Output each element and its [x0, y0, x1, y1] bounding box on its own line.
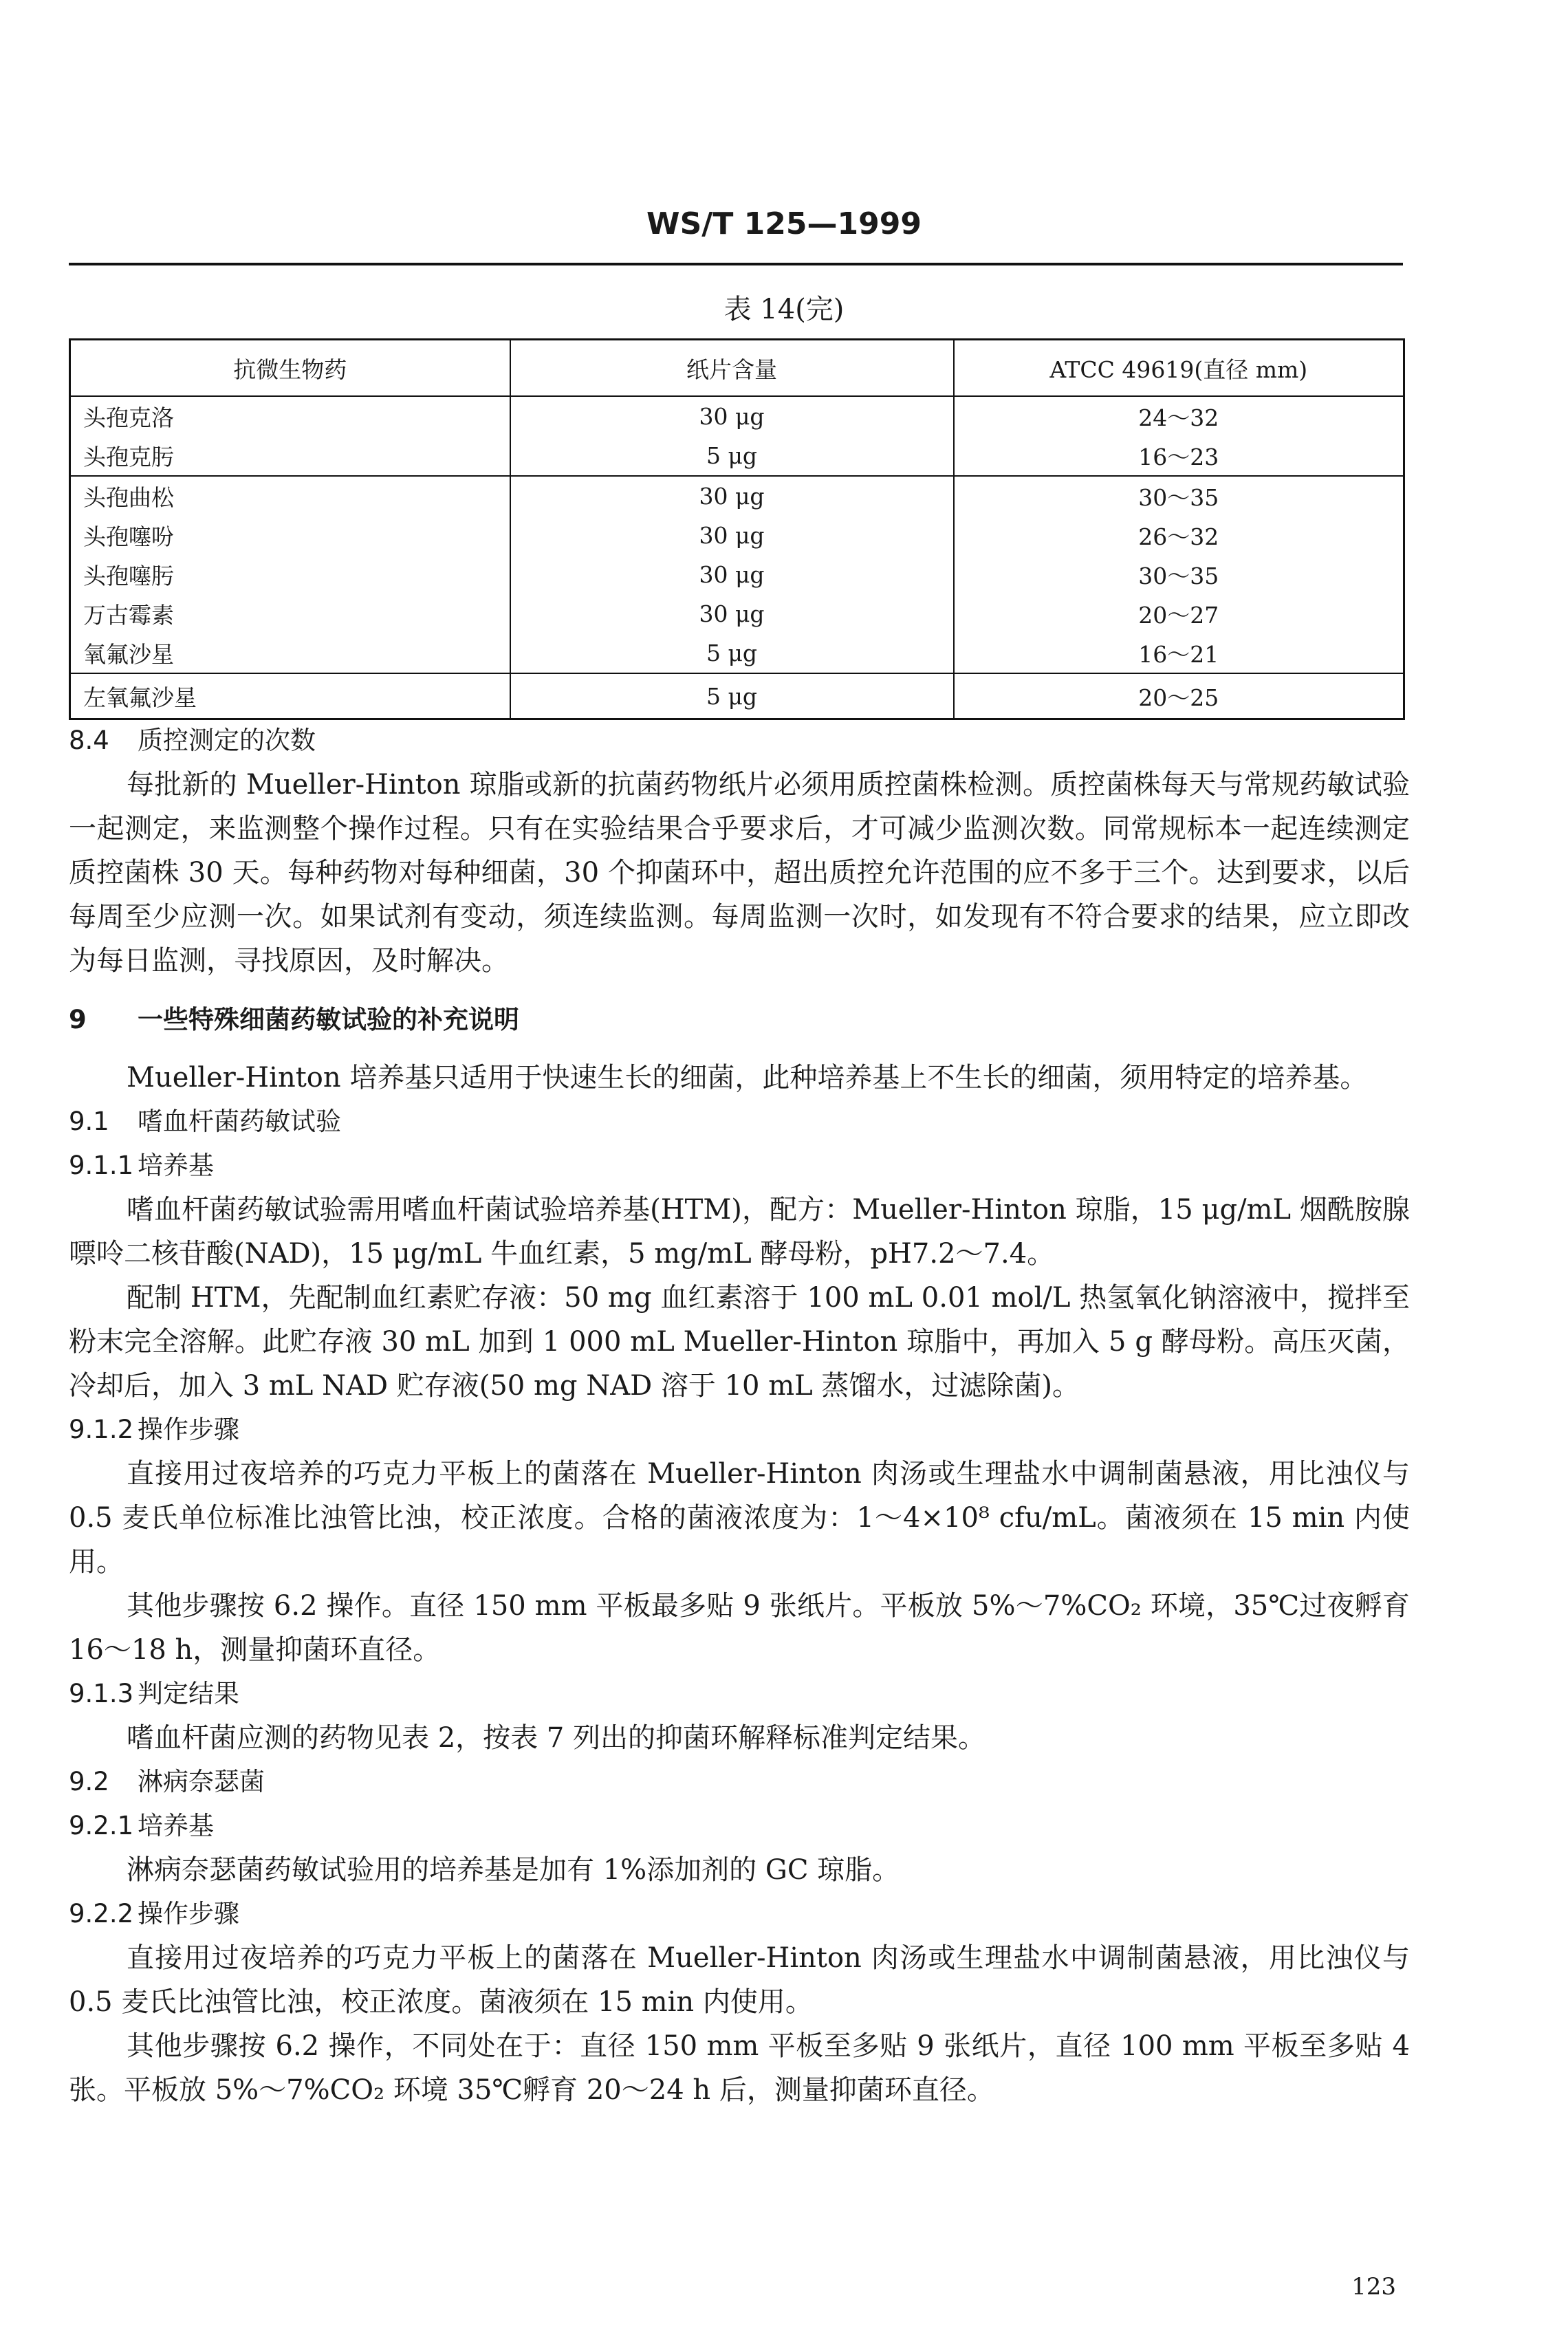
paragraph-htm-preparation: 配制 HTM，先配制血红素贮存液：50 mg 血红素溶于 100 mL 0.01 mol/L 热氢氧化钠溶液中，搅拌至粉末完全溶解。此贮存液 30 mL 加到 1 000 mL Mueller-Hinton 琼脂中，再加入 5 g 酵母粉。高压灭菌，冷却后，加入 3 mL NAD 贮存液(50 mg NAD 溶于 10 mL 蒸馏水，过滤除菌)。: [69, 1282, 1410, 1402]
content-cell: 30 μg: [510, 396, 954, 436]
paragraph-haemophilus-inoculum: 直接用过夜培养的巧克力平板上的菌落在 Mueller-Hinton 肉汤或生理盐水中调制菌悬液，用比浊仪与 0.5 麦氏单位标准比浊管比浊，校正浓度。合格的菌液浓度为：1～4×10⁸ cfu/mL。菌液须在 15 min 内使用。: [69, 1458, 1410, 1578]
range-cell: 26～32: [954, 516, 1404, 555]
column-header-drug: 抗微生物药: [70, 340, 510, 397]
section-number: 9.2.1: [69, 1811, 134, 1840]
section-number: 9.2: [69, 1767, 109, 1796]
body-text: [69, 719, 1410, 2112]
paragraph-gonorrhoeae-incubation: 其他步骤按 6.2 操作，不同处在于：直径 150 mm 平板至多贴 9 张纸片，直径 100 mm 平板至多贴 4 张。平板放 5%～7%CO₂ 环境 35℃孵育 20～24 h 后，测量抑菌环直径。: [69, 2030, 1410, 2106]
section-9-2-heading: [69, 1760, 1410, 1804]
range-cell: 30～35: [954, 555, 1404, 594]
table-row: [70, 516, 1404, 555]
paragraph-haemophilus-incubation: 其他步骤按 6.2 操作。直径 150 mm 平板最多贴 9 张纸片。平板放 5%～7%CO₂ 环境，35℃过夜孵育 16～18 h，测量抑菌环直径。: [69, 1590, 1410, 1666]
paragraph-special-bacteria-intro: Mueller-Hinton 培养基只适用于快速生长的细菌，此种培养基上不生长的细菌，须用特定的培养基。: [127, 1062, 1368, 1094]
section-number: 8.4: [69, 726, 109, 755]
range-cell: 20～27: [954, 594, 1404, 633]
paragraph-haemophilus-interpretation: 嗜血杆菌应测的药物见表 2，按表 7 列出的抑菌环解释标准判定结果。: [127, 1722, 986, 1754]
content-cell: 30 μg: [510, 476, 954, 516]
section-title: 培养基: [138, 1811, 214, 1840]
section-title: 操作步骤: [138, 1415, 239, 1444]
range-cell: 30～35: [954, 476, 1404, 516]
table-row: [70, 673, 1404, 719]
range-cell: 16～23: [954, 436, 1404, 476]
content-cell: 30 μg: [510, 594, 954, 633]
table-row: [70, 396, 1404, 436]
section-title: 判定结果: [138, 1679, 239, 1708]
table-row: [70, 436, 1404, 476]
table-row: [70, 555, 1404, 594]
qc-range-table: [69, 338, 1405, 720]
section-9-heading: [69, 998, 1410, 1042]
section-9-1-2-heading: [69, 1408, 1410, 1452]
column-header-range: ATCC 49619(直径 mm): [954, 340, 1404, 397]
paragraph-htm-formula: 嗜血杆菌药敏试验需用嗜血杆菌试验培养基(HTM)，配方：Mueller-Hinton 琼脂，15 μg/mL 烟酰胺腺嘌呤二核苷酸(NAD)，15 μg/mL 牛血红素，5 mg/mL 酵母粉，pH7.2～7.4。: [69, 1194, 1410, 1270]
table-header-row: [70, 340, 1404, 397]
section-title: 质控测定的次数: [138, 726, 316, 755]
section-number: 9.1.1: [69, 1151, 134, 1180]
section-title: 嗜血杆菌药敏试验: [138, 1107, 341, 1136]
paragraph-gc-agar: 淋病奈瑟菌药敏试验用的培养基是加有 1%添加剂的 GC 琼脂。: [127, 1854, 900, 1886]
section-title: 淋病奈瑟菌: [138, 1767, 265, 1796]
column-header-content: 纸片含量: [510, 340, 954, 397]
drug-cell: 万古霉素: [70, 594, 510, 633]
range-cell: 24～32: [954, 396, 1404, 436]
drug-cell: 氧氟沙星: [70, 633, 510, 673]
section-number: 9: [69, 1005, 87, 1034]
page-number: 123: [1351, 2273, 1396, 2301]
drug-cell: 头孢噻吩: [70, 516, 510, 555]
content-cell: 30 μg: [510, 555, 954, 594]
header-rule: [69, 263, 1403, 265]
section-9-1-heading: [69, 1100, 1410, 1144]
section-9-1-1-heading: [69, 1144, 1410, 1188]
drug-cell: 头孢曲松: [70, 476, 510, 516]
section-number: 9.2.2: [69, 1899, 134, 1928]
content-cell: 5 μg: [510, 673, 954, 719]
table-row: [70, 476, 1404, 516]
range-cell: 16～21: [954, 633, 1404, 673]
section-number: 9.1.2: [69, 1415, 134, 1444]
section-9-2-1-heading: [69, 1804, 1410, 1848]
drug-cell: 头孢噻肟: [70, 555, 510, 594]
paragraph-qc-frequency: 每批新的 Mueller-Hinton 琼脂或新的抗菌药物纸片必须用质控菌株检测。质控菌株每天与常规药敏试验一起测定，来监测整个操作过程。只有在实验结果合乎要求后，才可减少监测次数。同常规标本一起连续测定质控菌株 30 天。每种药物对每种细菌，30 个抑菌环中，超出质控允许范围的应不多于三个。达到要求，以后每周至少应测一次。如果试剂有变动，须连续监测。每周监测一次时，如发现有不符合要求的结果，应立即改为每日监测，寻找原因，及时解决。: [69, 769, 1410, 977]
section-9-2-2-heading: [69, 1892, 1410, 1936]
paragraph-gonorrhoeae-inoculum: 直接用过夜培养的巧克力平板上的菌落在 Mueller-Hinton 肉汤或生理盐水中调制菌悬液，用比浊仪与 0.5 麦氏比浊管比浊，校正浓度。菌液须在 15 min 内使用。: [69, 1942, 1410, 2018]
section-9-1-3-heading: [69, 1672, 1410, 1716]
content-cell: 30 μg: [510, 516, 954, 555]
table-row: [70, 633, 1404, 673]
section-title: 培养基: [138, 1151, 214, 1180]
drug-cell: 头孢克洛: [70, 396, 510, 436]
section-8-4-heading: [69, 719, 1410, 763]
content-cell: 5 μg: [510, 436, 954, 476]
section-title: 操作步骤: [138, 1899, 239, 1928]
standard-header: WS/T 125—1999: [646, 206, 922, 241]
content-cell: 5 μg: [510, 633, 954, 673]
drug-cell: 左氧氟沙星: [70, 673, 510, 719]
range-cell: 20～25: [954, 673, 1404, 719]
drug-cell: 头孢克肟: [70, 436, 510, 476]
section-title: 一些特殊细菌药敏试验的补充说明: [138, 1005, 519, 1034]
table-caption: 表 14(完): [723, 294, 845, 325]
section-number: 9.1.3: [69, 1679, 134, 1708]
table-row: [70, 594, 1404, 633]
section-number: 9.1: [69, 1107, 109, 1136]
